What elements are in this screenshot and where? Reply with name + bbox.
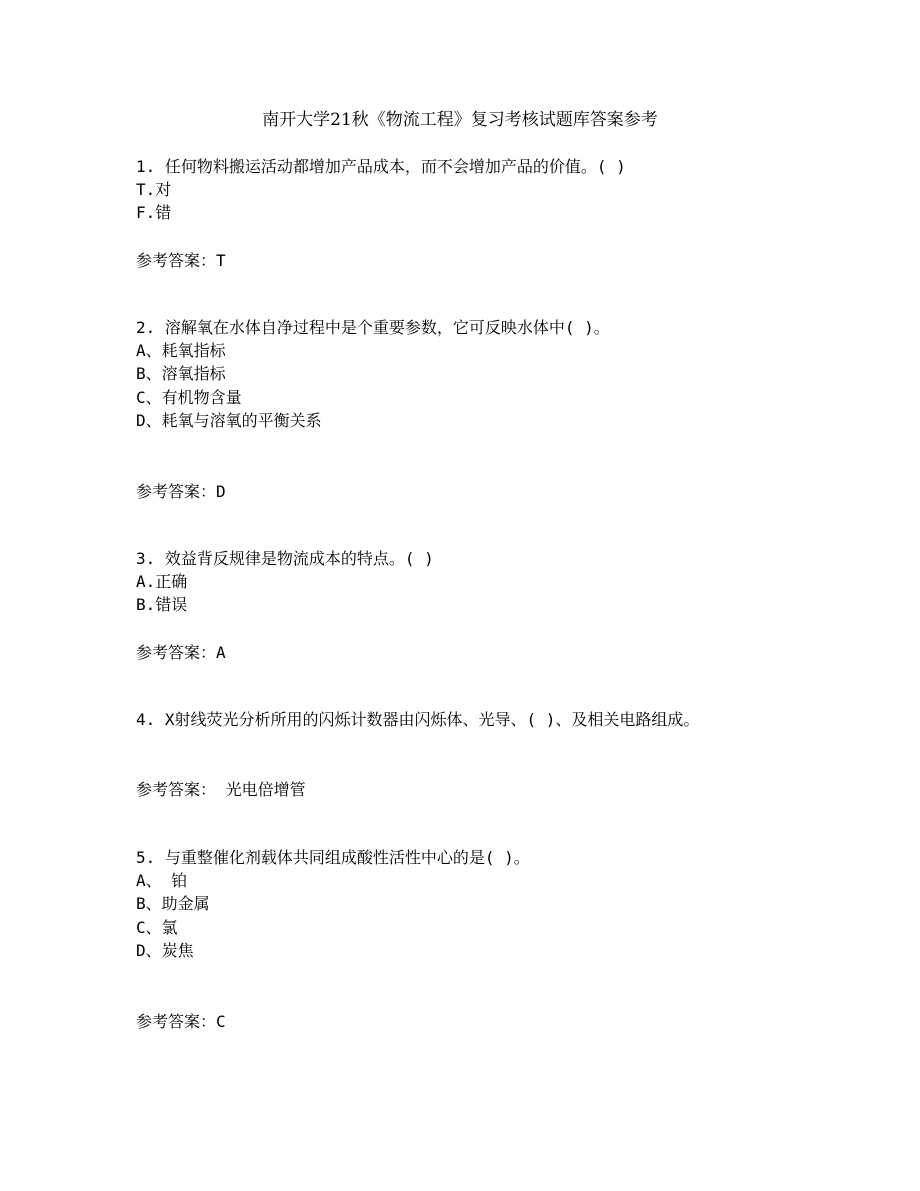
question-5-option-a: A、 铂 — [136, 871, 188, 890]
question-3-option-a: A.正确 — [136, 572, 188, 591]
question-5-answer: 参考答案：C — [136, 1012, 226, 1031]
question-2-answer: 参考答案：D — [136, 482, 226, 501]
question-3-stem: 3. 效益背反规律是物流成本的特点。( ) — [136, 549, 434, 568]
document-title: 南开大学21秋《物流工程》复习考核试题库答案参考 — [262, 110, 658, 130]
question-1-answer: 参考答案：T — [136, 251, 226, 270]
question-5-stem: 5. 与重整催化剂载体共同组成酸性活性中心的是( )。 — [136, 848, 530, 867]
question-2-option-b: B、溶氧指标 — [136, 364, 226, 383]
question-2-option-a: A、耗氧指标 — [136, 341, 226, 360]
question-4-stem: 4. X射线荧光分析所用的闪烁计数器由闪烁体、光导、( )、及相关电路组成。 — [136, 710, 700, 729]
question-4-answer: 参考答案： 光电倍增管 — [136, 780, 306, 799]
question-5-option-c: C、氯 — [136, 918, 178, 937]
question-2-option-c: C、有机物含量 — [136, 388, 242, 407]
question-2-option-d: D、耗氧与溶氧的平衡关系 — [136, 411, 322, 430]
question-2-stem: 2. 溶解氧在水体自净过程中是个重要参数，它可反映水体中( )。 — [136, 318, 610, 337]
question-3-answer: 参考答案：A — [136, 643, 226, 662]
question-5-option-b: B、助金属 — [136, 894, 210, 913]
question-3-option-b: B.错误 — [136, 595, 188, 614]
question-1-stem: 1. 任何物料搬运活动都增加产品成本，而不会增加产品的价值。( ) — [136, 157, 626, 176]
question-1-option-t: T.对 — [136, 180, 172, 199]
question-1-option-f: F.错 — [136, 203, 172, 222]
question-5-option-d: D、炭焦 — [136, 941, 194, 960]
